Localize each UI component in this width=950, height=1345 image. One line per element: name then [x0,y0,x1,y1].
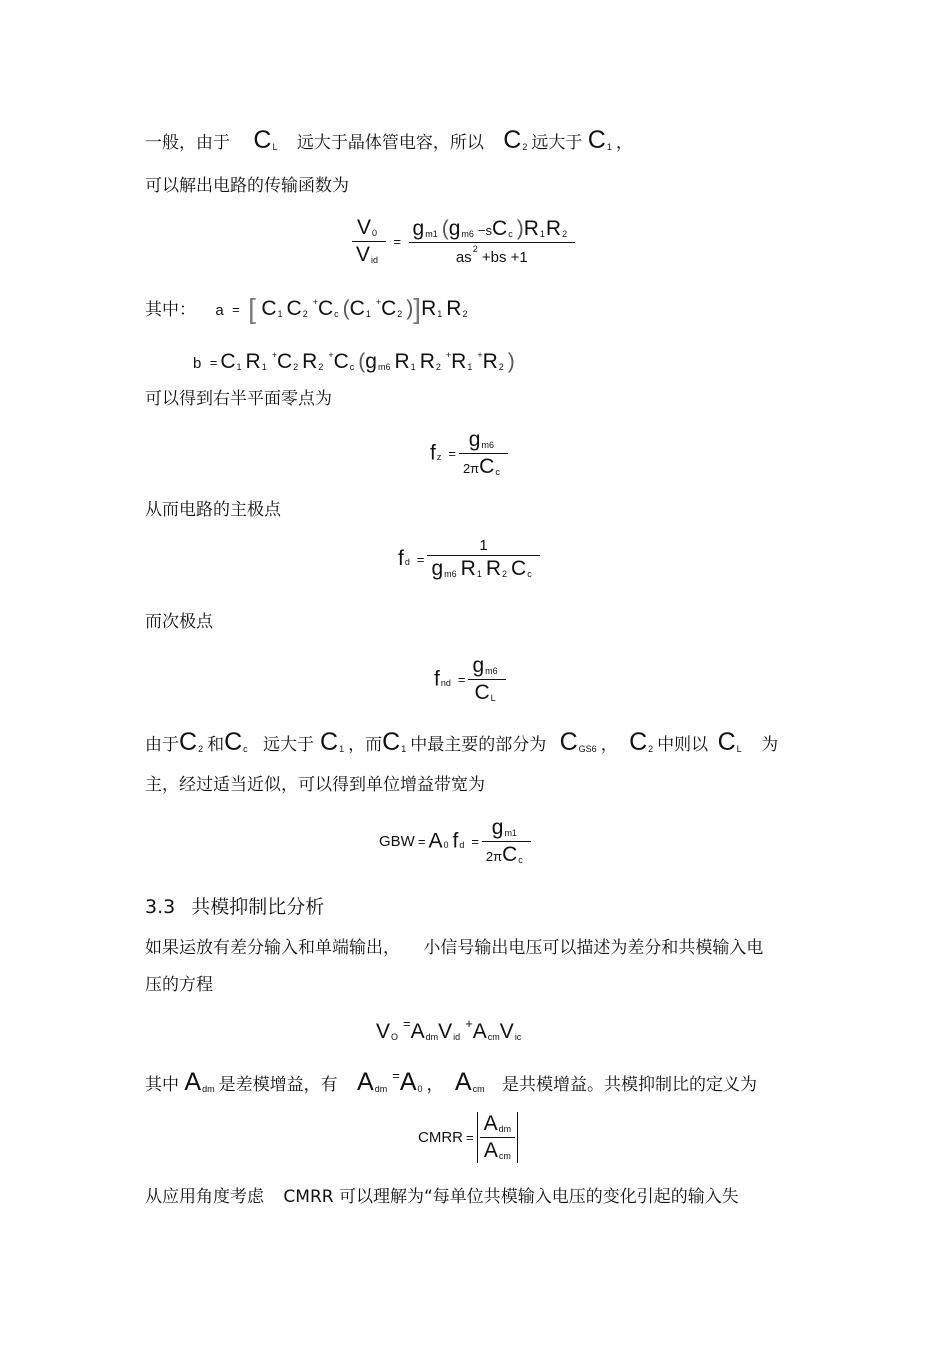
subscript: d [459,839,465,850]
symbol-f: f [434,667,440,691]
symbol-A: A [399,1068,417,1096]
fraction [480,1112,516,1163]
symbol-R: R [451,350,467,373]
symbol-C: C [479,455,495,478]
subscript: c [495,467,500,477]
equals-sign: = [232,302,240,317]
fraction-tf [409,217,576,266]
subscript: dm [202,1084,215,1094]
symbol-V: V [357,216,372,239]
text-line-nondominant: 而次极点 [145,612,213,632]
section-number: 3.3 [145,896,176,918]
symbol-g: g [472,654,485,677]
symbol-C: C [253,126,272,154]
paren: ( [441,217,449,240]
text: 远大于 [531,133,583,153]
symbol-R: R [394,350,410,373]
text-line-10: 压的方程 [145,975,213,995]
symbol-R: R [482,350,498,373]
text-line-2: 可以解出电路的传输函数为 [145,176,349,196]
subscript: 1 [606,142,612,152]
symbol-R: R [419,350,435,373]
paren: ) [516,217,524,240]
subscript: 1 [476,569,482,579]
subscript: 2 [462,309,468,319]
symbol-C: C [511,557,527,580]
symbol-C: C [333,350,349,373]
symbol-C: C [492,217,508,240]
paren: ) [406,297,414,320]
text-line-12 [145,1185,739,1209]
text: 中则以 [657,735,709,755]
subscript: 0 [417,1084,423,1094]
subscript: 2 [435,362,441,372]
symbol-A: A [357,1068,374,1096]
subscript: c [334,309,339,319]
symbol-R: R [523,217,539,240]
subscript: 1 [236,362,242,372]
subscript: 1 [539,229,545,239]
fraction [468,654,505,705]
subscript: c [518,855,523,865]
text: 其中： [145,300,196,320]
two-pi: 2π [462,461,480,476]
symbol-C: C [261,297,277,320]
symbol-R: R [245,350,261,373]
subscript: m6 [377,362,391,372]
symbol-f: f [430,441,436,465]
denominator-text: +bs +1 [481,249,528,266]
subscript: id [453,1032,461,1042]
symbol-b: b [193,355,202,372]
bracket: [ [248,293,256,324]
equation-fnd [434,654,506,705]
symbol-C: C [381,297,397,320]
symbol-A: A [483,1112,498,1135]
equals-sign: = [416,551,425,567]
symbol-A: A [483,1139,498,1162]
symbol-cmrr: CMRR [418,1129,463,1146]
subscript: 1 [277,309,283,319]
paren: ) [507,350,515,373]
subscript: m6 [461,229,474,239]
symbol-C: C [587,126,606,154]
text: 小信号输出电压可以描述为差分和共模输入电 [423,938,764,958]
symbol-A: A [410,1020,425,1043]
subscript: 2 [302,309,308,319]
plus: + [328,350,334,360]
symbol-gbw: GBW [379,833,415,850]
subscript: O [391,1032,399,1042]
subscript: L [490,693,496,703]
symbol-C: C [224,728,243,756]
subscript: 2 [318,362,324,372]
subscript: c [508,229,513,239]
subscript: 1 [401,744,407,754]
paren: ( [358,350,366,373]
symbol-R: R [545,217,562,240]
subscript: cm [472,1084,485,1094]
symbol-C: C [474,681,490,704]
symbol-C: C [317,297,334,320]
symbol-R: R [302,350,318,373]
subscript: ic [514,1032,522,1042]
text-line-7 [145,730,778,761]
subscript: 1 [261,362,267,372]
symbol-V: V [376,1020,391,1043]
subscript: id [371,255,379,265]
subscript: m6 [444,569,457,579]
symbol-a: a [215,302,224,319]
subscript: m1 [504,828,517,838]
subscript: L [736,744,742,754]
symbol-V: V [499,1020,514,1043]
symbol-R: R [421,297,437,320]
subscript: 1 [365,309,371,319]
text: 由于 [145,735,179,755]
fraction [427,537,539,581]
text-line-1 [145,128,633,159]
text-line-9 [145,936,763,960]
text: ， [600,735,618,755]
subscript: dm [425,1032,439,1042]
subscript: 2 [397,309,403,319]
bracket: ] [413,293,422,324]
equals-sign: = [471,834,479,849]
equation-fz [430,428,508,479]
equals-sign: = [466,1130,474,1145]
subscript: 1 [339,744,345,754]
subscript: c [527,569,532,579]
subscript: z [436,451,442,462]
text: ， [426,1075,444,1095]
plus: + [465,1016,473,1031]
subscript: dm [374,1084,388,1094]
subscript: 1 [410,362,416,372]
subscript: cm [487,1032,500,1042]
symbol-g: g [412,217,425,240]
symbol-R: R [485,557,502,580]
subscript: m1 [425,229,438,239]
equation-transfer-function [352,216,575,267]
equals-sign: = [417,834,426,849]
subscript: 0 [372,228,378,238]
equals-sign: = [457,672,466,687]
text-line-11 [145,1064,757,1101]
symbol-C: C [276,350,293,373]
symbol-C: C [717,728,736,756]
text: 是差模增益，有 [218,1075,338,1095]
symbol-s: s [485,223,493,238]
symbol-V: V [438,1020,453,1043]
subscript: nd [440,677,451,688]
subscript: GS6 [578,744,597,754]
subscript: c [243,744,248,754]
superscript: 2 [472,244,478,254]
plus: + [271,350,277,360]
subscript: 0 [443,839,449,850]
subscript: 2 [293,362,299,372]
text: 远大于晶体管电容，所以 [296,133,484,153]
fraction-vo-vid [352,216,386,267]
text-line-dominant-pole: 从而电路的主极点 [145,500,281,520]
subscript: 1 [437,309,443,319]
equation-fd [398,537,540,581]
text: 从应用角度考虑 [145,1187,264,1207]
text: ， [615,133,633,153]
symbol-g: g [468,428,481,451]
symbol-R: R [446,297,462,320]
subscript: m6 [485,666,498,676]
subscript: 2 [522,142,528,152]
denominator-text: as [455,249,472,266]
text: 如果运放有差分输入和单端输出， [145,938,400,958]
symbol-C: C [179,728,198,756]
symbol-f: f [398,547,404,570]
symbol-V: V [356,243,371,266]
fraction [482,816,531,867]
symbol-C: C [559,728,578,756]
subscript: 2 [648,744,654,754]
plus: + [477,350,483,360]
text: ，而 [348,735,383,755]
subscript: d [404,557,410,568]
symbol-g: g [448,217,461,240]
text: 远大于 [263,735,315,755]
symbol-C: C [320,728,339,756]
symbol-f: f [452,829,459,853]
equals-sign: = [393,234,402,249]
symbol-C: C [349,297,365,320]
symbol-C: C [629,728,648,756]
symbol-A: A [454,1068,472,1096]
text-line-a-def [145,290,471,326]
equals-sign: = [209,355,218,370]
text: 其中 [145,1075,179,1095]
minus: − [477,223,486,238]
equals-sign: = [448,446,456,461]
text: CMRR 可以理解为“每单位共模输入电压的变化引起的输入失 [283,1187,739,1207]
symbol-C: C [220,350,236,373]
subscript: 2 [198,744,204,754]
plus: + [375,297,382,307]
text: 和 [207,735,225,755]
subscript: 1 [467,362,473,372]
symbol-A: A [184,1068,202,1096]
section-heading [145,892,324,919]
equals-sign: = [403,1016,411,1031]
text-line-zero: 可以得到右半平面零点为 [145,389,332,409]
symbol-g: g [491,816,504,839]
symbol-A: A [428,829,443,853]
symbol-g: g [431,557,444,580]
symbol-C: C [286,297,302,320]
text-line-8: 主，经过适当近似，可以得到单位增益带宽为 [145,775,485,795]
fraction [459,428,508,479]
symbol-C: C [502,843,518,866]
symbol-C: C [382,728,401,756]
plus: + [445,350,452,360]
subscript: cm [498,1151,511,1161]
paren: ( [342,297,350,320]
numerator: 1 [427,537,539,556]
symbol-C: C [503,126,522,154]
subscript: 2 [502,569,508,579]
section-title: 共模抑制比分析 [191,896,325,918]
plus: + [312,297,318,307]
equation-vo [376,1016,525,1044]
subscript: 2 [498,362,504,372]
text: 一般，由于 [145,133,230,153]
symbol-A: A [472,1020,487,1043]
subscript: c [349,362,355,372]
text: 是共模增益。共模抑制比的定义为 [502,1075,758,1095]
subscript: 2 [562,229,568,239]
equation-cmrr [418,1112,518,1163]
subscript: L [272,142,278,152]
symbol-g: g [365,350,377,373]
equals-sign: = [392,1068,400,1083]
absolute-value [477,1112,519,1163]
subscript: dm [498,1124,512,1134]
subscript: m6 [481,440,494,450]
text-line-b-def [193,343,515,379]
symbol-R: R [460,557,476,580]
equation-gbw [379,816,531,867]
text: 为 [761,735,779,755]
text: 中最主要的部分为 [410,735,547,755]
two-pi: 2π [485,849,503,864]
